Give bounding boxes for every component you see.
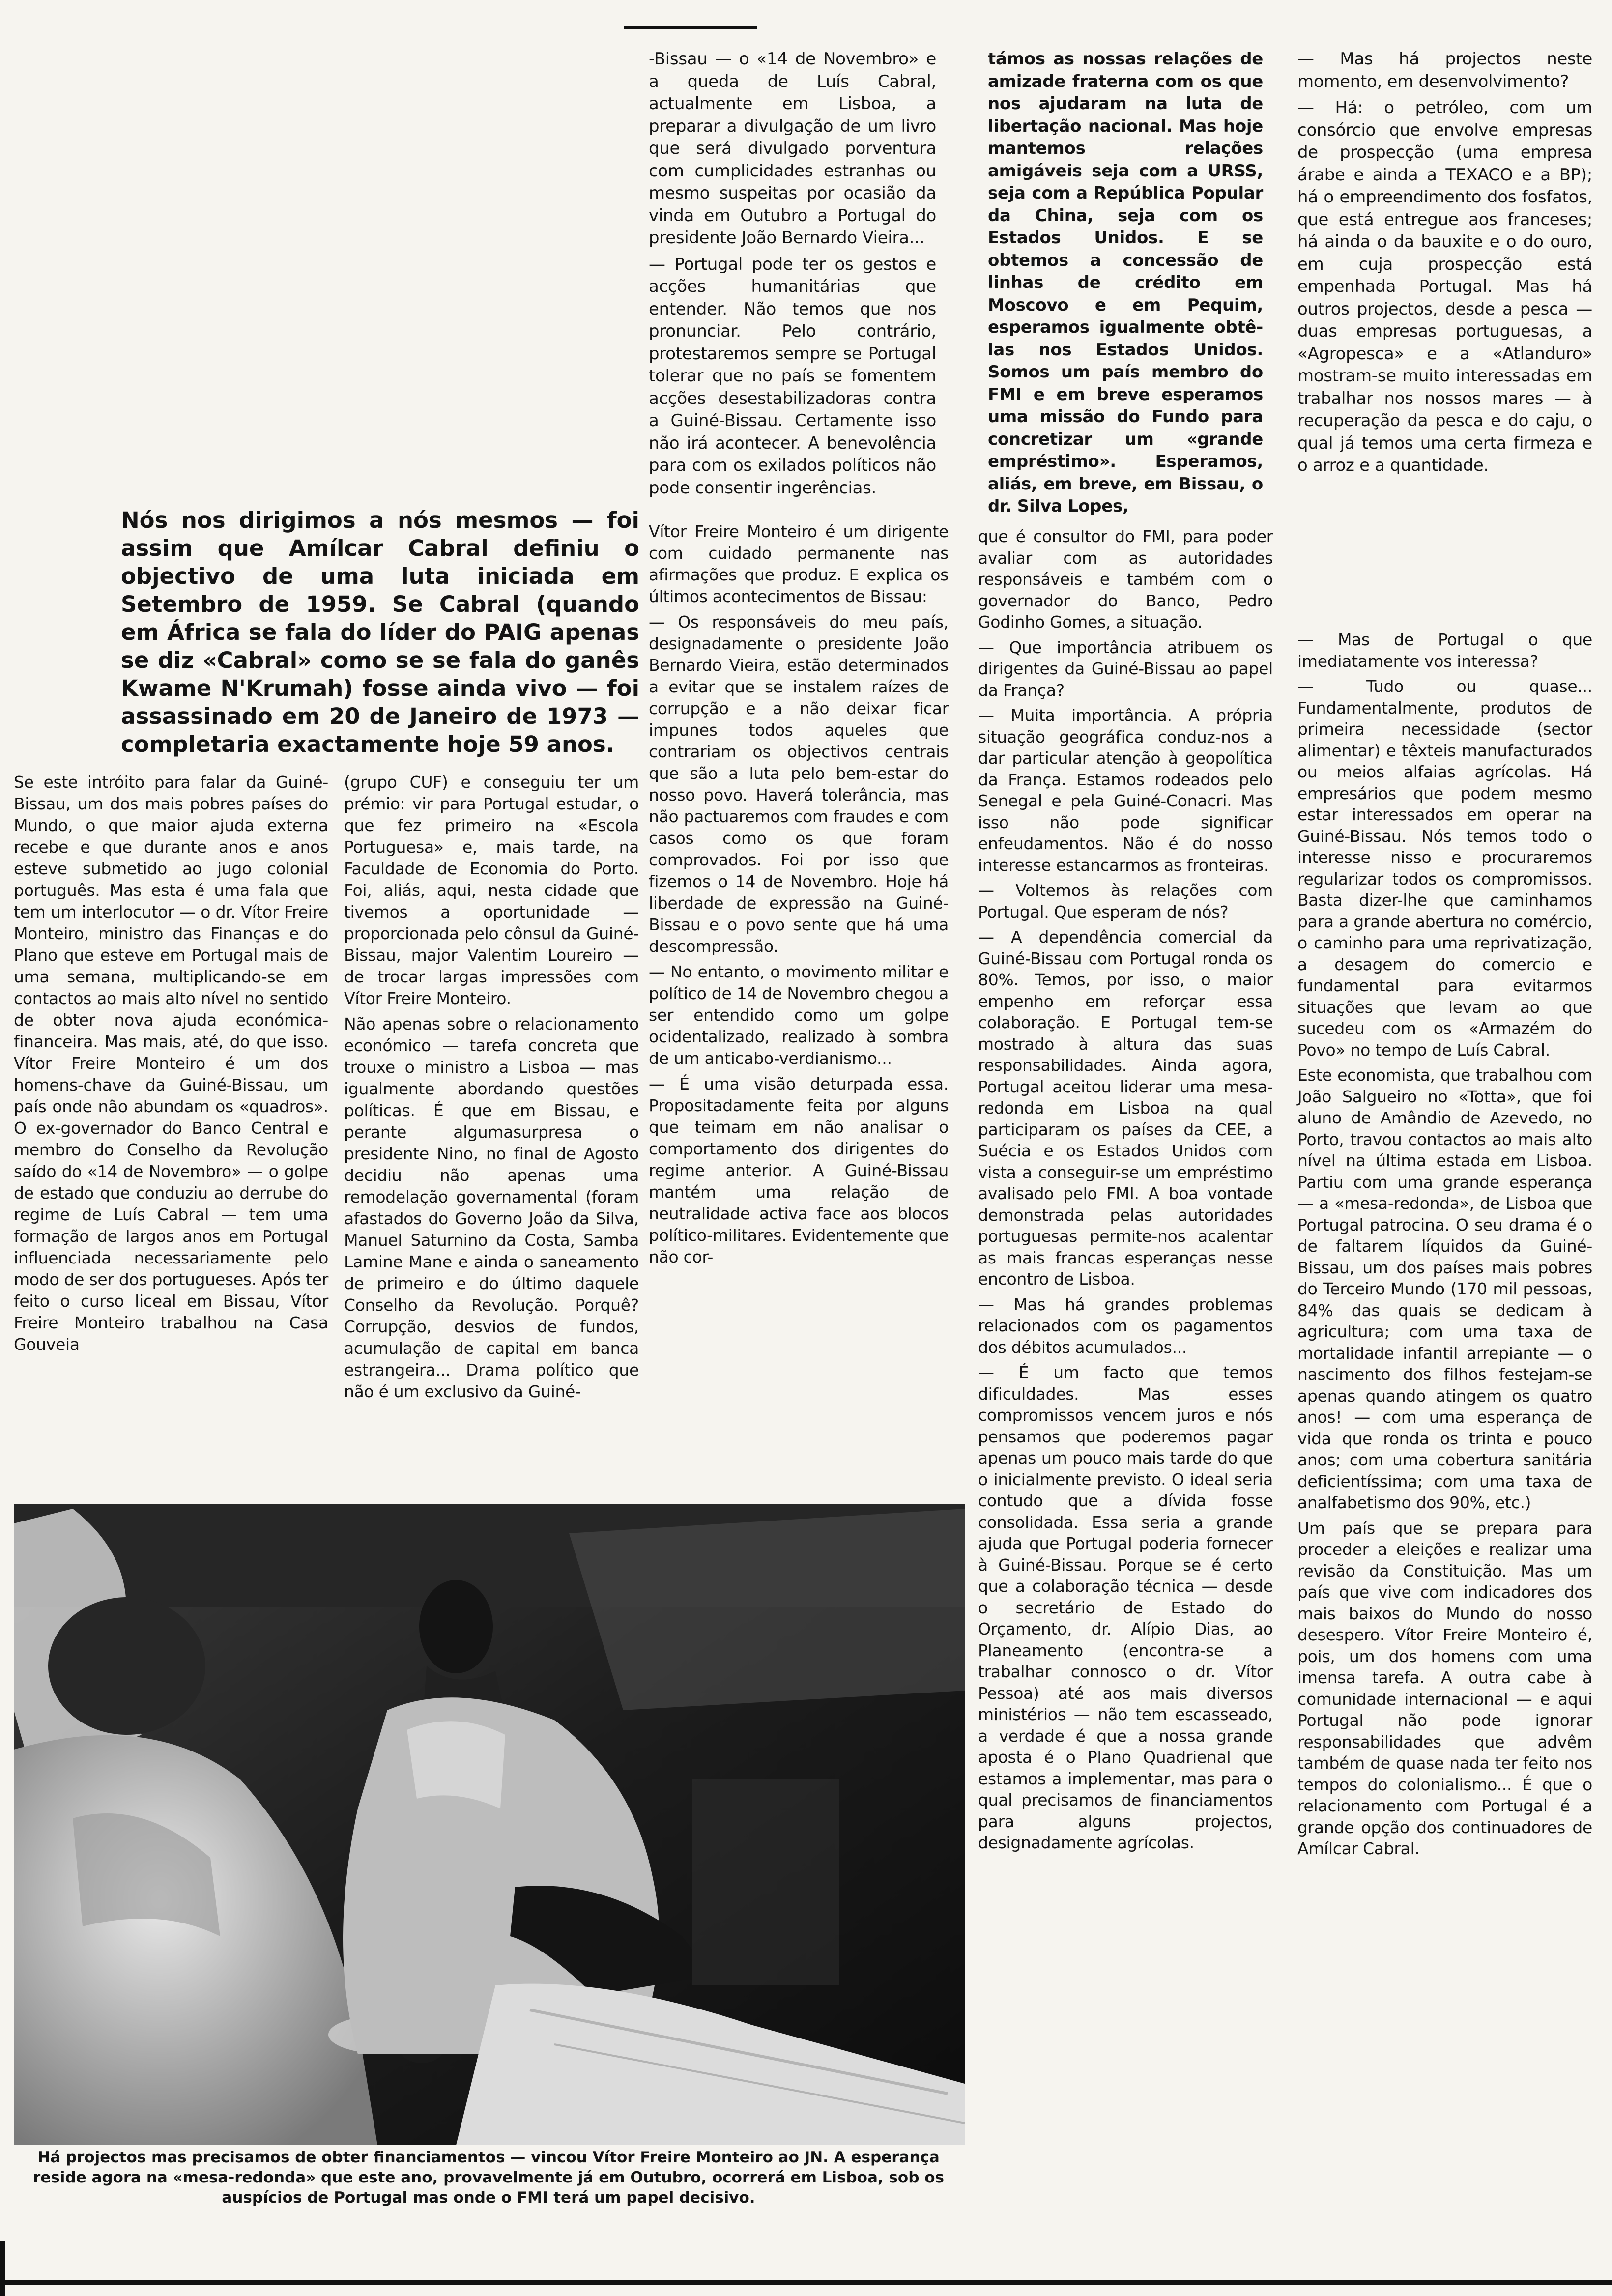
paragraph: — É um facto que temos dificuldades. Mas esses compromissos vencem juros e nós pensamos que poderemos pagar apenas um pouco mais tarde do que o inicialmente previsto. O ideal seria contudo que a dívida fosse consolidada. Essa seria a grande ajuda que Portugal poderia fornecer à Guiné-Bissau. Porque se é certo que a colaboração técnica — desde o secretário de Estado do Orçamento, dr. Alípio Dias, ao Planeamento (encontra-se a trabalhar connosco o dr. Vítor Pessoa) até aos mais diversos ministérios — não tem escasseado, a verdade é que a nossa grande aposta é o Plano Quadrienal que estamos a implementar, mas para o qual precisamos de financiamentos para alguns projectos, designadamente agrícolas. xyxy=(978,1363,1273,1852)
article-column-4-top xyxy=(1297,48,1592,481)
article-column-3-top xyxy=(988,48,1263,522)
paragraph: Vítor Freire Monteiro é um dirigente com cuidado permanente nas afirmações que produz. E explica os últimos acontecimentos de Bissau: xyxy=(649,522,949,606)
paragraph: — Tudo ou quase... Fundamentalmente, produtos de primeira necessidade (sector alimentar) e têxteis manufacturados ou meios alfaias agrícolas. Há empresários que podem mesmo estar interessados em operar na Guiné-Bissau. Nós temos todo o interesse nisso e procuraremos regularizar todos os compromissos. Basta dizer-lhe que caminhamos para a grande abertura no comércio, o caminho para uma reprivatização, a desagem do comercio e fundamental para evitarmos situações que levam ao que sucedeu com os «Armazém do Povo» no tempo de Luís Cabral. xyxy=(1297,677,1592,1060)
paragraph: támos as nossas relações de amizade fraterna com os que nos ajudaram na luta de libertação nacional. Mas hoje mantemos relações amigáveis seja com a URSS, seja com a República Popular da China, seja com os Estados Unidos. E se obtemos a concessão de linhas de crédito em Moscovo e em Pequim, esperamos igualmente obtê-las nos Estados Unidos. Somos um país membro do FMI e em breve esperamos uma missão do Fundo para concretizar um «grande empréstimo». Esperamos, aliás, em breve, em Bissau, o dr. Silva Lopes, xyxy=(988,49,1263,516)
paragraph: — A dependência comercial da Guiné-Bissau com Portugal ronda os 80%. Temos, por isso, o maior empenho em reforçar essa colaboração. E Portugal tem-se mostrado à altura das suas responsabilidades. Ainda agora, Portugal aceitou liderar uma mesa-redonda em Lisboa na qual participaram os países da CEE, a Suécia e os Estados Unidos com vista a conseguir-se um empréstimo avalisado pelo FMI. A boa vontade demonstrada pelas autoridades portuguesas permite-nos acalentar as mais francas esperanças nesse encontro de Lisboa. xyxy=(978,927,1273,1289)
left-rule xyxy=(0,2241,5,2296)
paragraph: Este economista, que trabalhou com João Salgueiro no «Totta», que foi aluno de Amândio de Azevedo, no Porto, travou contactos ao mais alto nível na última estada em Lisboa. Partiu com uma grande esperança — a «mesa-redonda», de Lisboa que Portugal patrocina. O seu drama é o de faltarem líquidos da Guiné-Bissau, um dos países mais pobres do Terceiro Mundo (170 mil pessoas, 84% das quais se dedicam à agricultura; com uma taxa de mortalidade infantil arrepiante — o nascimento dos filhos festejam-se apenas quando atingem os quatro anos! — com uma esperança de vida que ronda os trinta e pouco anos; com uma cobertura sanitária deficientíssima; com uma taxa de analfabetismo dos 90%, etc.) xyxy=(1297,1065,1592,1512)
paragraph: — É uma visão deturpada essa. Propositadamente feita por alguns que teimam em não analisar o comportamento dos dirigentes do regime anterior. A Guiné-Bissau mantém uma relação de neutralidade activa face aos blocos político-militares. Evidentemente que não cor- xyxy=(649,1074,949,1266)
paragraph: -Bissau — o «14 de Novembro» e a queda de Luís Cabral, actualmente em Lisboa, a preparar a divulgação de um livro que será divulgado porventura com cumplicidades estranhas ou mesmo suspeitas por ocasião da vinda em Outubro a Portugal do presidente João Bernardo Vieira... xyxy=(649,49,936,248)
photo-caption: Há projectos mas precisamos de obter financiamentos — vincou Vítor Freire Monteiro ao JN. A esperança reside agora na «mesa-redonda» que este ano, provavelmente já em Outubro, ocorrerá em Lisboa, sob os auspícios de Portugal mas onde o FMI terá um papel decisivo. xyxy=(33,2149,944,2207)
news-photograph xyxy=(14,1504,965,2145)
article-lead: Nós nos dirigimos a nós mesmos — foi assim que Amílcar Cabral definiu o objectivo de uma luta iniciada em Setembro de 1959. Se Cabral (quando em África se fala do líder do PAIG apenas se diz «Cabral» como se se fala do ganês Kwame N'Krumah) fosse ainda vivo — foi assassinado em 20 de Janeiro de 1973 — completaria exactamente hoje 59 anos. xyxy=(121,507,639,757)
article-column-4-lower xyxy=(1297,629,1592,1864)
paragraph: — Mas de Portugal o que imediatamente vos interessa? xyxy=(1297,630,1592,671)
paragraph: — Que importância atribuem os dirigentes da Guiné-Bissau ao papel da França? xyxy=(978,637,1273,700)
paragraph: — No entanto, o movimento militar e político de 14 de Novembro chegou a ser entendido como um golpe ocidentalizado, realizado à sombra de um anticabo-verdianismo... xyxy=(649,962,949,1068)
article-column-2-lower xyxy=(649,521,949,1272)
paragraph: — Há: o petróleo, com um consórcio que envolve empresas de prospecção (uma empresa árabe e ainda a TEXACO e a BP); há o empreendimento dos fosfatos, que está entregue aos franceses; há ainda o da bauxite e o do ouro, em cuja prospecção está empenhada Portugal. Mas há outros projectos, desde a pesca — duas empresas portuguesas, a «Agropesca» e a «Atlanduro» mostram-se muito interessadas em trabalhar nos nossos mares — à recuperação da pesca e do caju, o qual já temos uma certa firmeza e o arroz e a quantidade. xyxy=(1297,98,1592,475)
bottom-rule xyxy=(0,2280,1612,2285)
article-column-3-lower xyxy=(978,526,1273,1858)
paragraph: que é consultor do FMI, para poder avaliar com as autoridades responsáveis e também com o governador do Banco, Pedro Godinho Gomes, a situação. xyxy=(978,527,1273,631)
paragraph: — Os responsáveis do meu país, designadamente o presidente João Bernardo Vieira, estão determinados a evitar que se instalem raízes de corrupção e a não deixar ficar impunes todos aqueles que contrariam os objectivos centrais que são a luta pelo bem-estar do nosso povo. Haverá tolerância, mas não pactuaremos com fraudes e com casos como os que foram comprovados. Foi por isso que fizemos o 14 de Novembro. Hoje há liberdade de expressão na Guiné-Bissau e o povo sente que há uma descompressão. xyxy=(649,612,949,956)
paragraph: — Mas há grandes problemas relacionados com os pagamentos dos débitos acumulados... xyxy=(978,1294,1273,1357)
article-column-2-top xyxy=(649,48,936,503)
paragraph: Um país que se prepara para proceder a eleições e realizar uma revisão da Constituição. Mas um país que vive com indicadores dos mais baixos do Mundo do nosso desespero. Vítor Freire Monteiro é, pois, um dos homens com uma imensa tarefa. A outra cabe à comunidade internacional — e aqui Portugal não pode ignorar responsabilidades que advêm também de quase nada ter feito nos tempos do colonialismo... É que o relacionamento com Portugal é a grande opção dos continuadores de Amílcar Cabral. xyxy=(1297,1518,1592,1858)
paragraph: — Voltemos às relações com Portugal. Que esperam de nós? xyxy=(978,881,1273,921)
paragraph: — Mas há projectos neste momento, em desenvolvimento? xyxy=(1297,49,1592,91)
article-column-1b xyxy=(344,772,639,1406)
paragraph: Se este intróito para falar da Guiné-Bissau, um dos mais pobres países do Mundo, o que maior ajuda externa recebe e que durante anos e anos esteve submetido ao jugo colonial português. Mas esta é uma fala que tem um interlocutor — o dr. Vítor Freire Monteiro, ministro das Finanças e do Plano que esteve em Portugal mais de uma semana, multiplicando-se em contactos ao mais alto nível no sentido de obter nova ajuda económica-financeira. Mas mais, até, do que isso. Vítor Freire Monteiro é um dos homens-chave da Guiné-Bissau, um país onde não abundam os «quadros». O ex-governador do Banco Central e membro do Conselho da Revolução saído do «14 de Novembro» — o golpe de estado que conduziu ao derrube do regime de Luís Cabral — tem uma formação de largos anos em Portugal influenciada necessariamente pelo modo de ser dos portugueses. Após ter feito o curso liceal em Bissau, Vítor Freire Monteiro trabalhou na Casa Gouveia xyxy=(14,773,328,1354)
article-column-1 xyxy=(14,772,328,1359)
paragraph: (grupo CUF) e conseguiu ter um prémio: vir para Portugal estudar, o que fez primeiro na «Escola Portuguesa» e, mais tarde, na Faculdade de Economia do Porto. Foi, aliás, aqui, nesta cidade que tivemos a oportunidade — proporcionada pelo cônsul da Guiné-Bissau, major Valentim Loureiro — de trocar largas impressões com Vítor Freire Monteiro. xyxy=(344,773,639,1008)
paragraph: Não apenas sobre o relacionamento económico — tarefa concreta que trouxe o ministro a Lisboa — mas igualmente abordando questões políticas. É que em Bissau, e perante algumasurpresa o presidente Nino, no final de Agosto decidiu não apenas uma remodelação governamental (foram afastados do Governo João da Silva, Manuel Saturnino da Costa, Samba Lamine Mane e ainda o saneamento de primeiro e do último daquele Conselho da Revolução. Porquê? Corrupção, desvios de fundos, acumulação de capital em banca estrangeira... Drama político que não é um exclusivo da Guiné- xyxy=(344,1014,639,1401)
top-rule xyxy=(624,26,757,29)
paragraph: — Portugal pode ter os gestos e acções humanitárias que entender. Não temos que nos pronunciar. Pelo contrário, protestaremos sempre se Portugal tolerar que no país se fomentem acções desestabilizadoras contra a Guiné-Bissau. Certamente isso não irá acontecer. A benevolência para com os exilados políticos não pode consentir ingerências. xyxy=(649,254,936,498)
paragraph: — Muita importância. A própria situação geográfica conduz-nos a dar particular atenção à geopolítica da França. Estamos rodeados pelo Senegal e pela Guiné-Conacri. Mas isso não pode significar enfeudamentos. Não é do nosso interesse estancarmos as fronteiras. xyxy=(978,706,1273,875)
